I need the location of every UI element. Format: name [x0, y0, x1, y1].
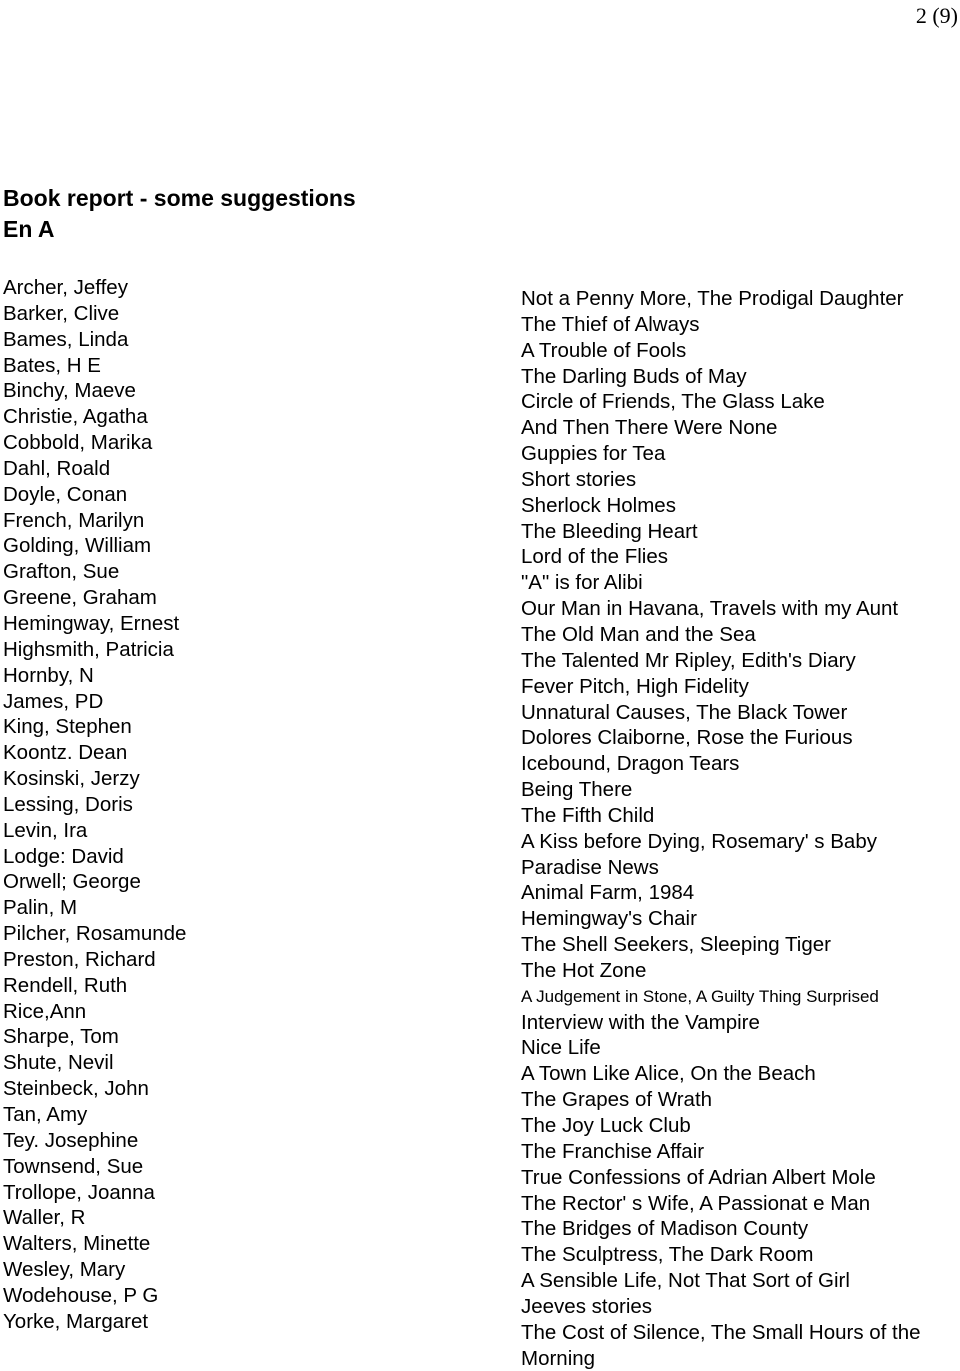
- author-item: Yorke, Margaret: [3, 1309, 149, 1333]
- author-item: Shute, Nevil: [3, 1051, 114, 1075]
- author-item: Grafton, Sue: [3, 560, 120, 584]
- title-item: Interview with the Vampire: [521, 1010, 760, 1034]
- author-item: Golding, William: [3, 534, 152, 558]
- author-item: Bates, H E: [3, 353, 101, 377]
- title-item: Guppies for Tea: [521, 442, 666, 466]
- author-item: Binchy, Maeve: [3, 379, 136, 403]
- title-item: Fever Pitch, High Fidelity: [521, 674, 749, 698]
- title-item: Dolores Claiborne, Rose the Furious: [521, 726, 853, 750]
- document-title: Book report - some suggestions: [3, 185, 356, 211]
- author-item: Greene, Graham: [3, 586, 157, 610]
- author-item: Hemingway, Ernest: [3, 611, 180, 635]
- title-item: A Sensible Life, Not That Sort of Girl: [521, 1269, 850, 1293]
- author-item: Cobbold, Marika: [3, 431, 153, 455]
- author-item: Trollope, Joanna: [3, 1180, 155, 1204]
- title-item: Sherlock Holmes: [521, 493, 676, 517]
- author-item: Rice,Ann: [3, 999, 87, 1023]
- author-item: Pilcher, Rosamunde: [3, 922, 187, 946]
- title-item: The Fifth Child: [521, 803, 655, 827]
- author-item: Walters, Minette: [3, 1232, 151, 1256]
- title-item: Nice Life: [521, 1036, 601, 1060]
- title-item: The Shell Seekers, Sleeping Tiger: [521, 933, 831, 957]
- author-item: Sharpe, Tom: [3, 1025, 119, 1049]
- title-item: The Talented Mr Ripley, Edith's Diary: [521, 648, 856, 672]
- title-item: The Sculptress, The Dark Room: [521, 1243, 814, 1267]
- title-item: Paradise News: [521, 855, 659, 879]
- document-heading: [3, 183, 356, 245]
- document-subtitle: En A: [3, 216, 55, 242]
- author-item: Highsmith, Patricia: [3, 637, 174, 661]
- title-item: Our Man in Havana, Travels with my Aunt: [521, 597, 899, 621]
- author-item: Waller, R: [3, 1206, 86, 1230]
- title-item: Lord of the Flies: [521, 545, 668, 569]
- title-item: True Confessions of Adrian Albert Mole: [521, 1165, 876, 1189]
- title-item: The Cost of Silence, The Small Hours of the Morning: [521, 1320, 921, 1370]
- title-item: Hemingway's Chair: [521, 907, 697, 931]
- title-item: A Kiss before Dying, Rosemary' s Baby: [521, 829, 877, 853]
- title-item: Not a Penny More, The Prodigal Daughter: [521, 287, 904, 310]
- author-item: Orwell; George: [3, 870, 141, 894]
- title-item: Animal Farm, 1984: [521, 881, 695, 905]
- title-item: Short stories: [521, 467, 637, 491]
- title-item: A Town Like Alice, On the Beach: [521, 1062, 816, 1086]
- author-item: Townsend, Sue: [3, 1154, 144, 1178]
- author-item: Wesley, Mary: [3, 1258, 126, 1282]
- title-item: The Rector' s Wife, A Passionat e Man: [521, 1191, 871, 1215]
- author-item: Dahl, Roald: [3, 456, 111, 480]
- author-item: French, Marilyn: [3, 508, 145, 532]
- author-item: Tan, Amy: [3, 1103, 88, 1126]
- author-item: King, Stephen: [3, 715, 132, 739]
- author-list: [3, 275, 186, 1335]
- title-item: The Thief of Always: [521, 312, 700, 336]
- author-item: Bames, Linda: [3, 327, 129, 351]
- author-item: Rendell, Ruth: [3, 973, 128, 997]
- title-item: Circle of Friends, The Glass Lake: [521, 390, 825, 414]
- title-item: The Franchise Affair: [521, 1139, 705, 1163]
- author-item: Preston, Richard: [3, 947, 156, 971]
- title-item: The Bleeding Heart: [521, 519, 698, 543]
- author-item: Christie, Agatha: [3, 405, 148, 429]
- title-item: And Then There Were None: [521, 416, 778, 440]
- author-item: Wodehouse, P G: [3, 1283, 159, 1307]
- title-item: Icebound, Dragon Tears: [521, 752, 740, 776]
- page-number: 2 (9): [915, 3, 958, 28]
- author-item: Palin, M: [3, 896, 78, 920]
- author-item: Lessing, Doris: [3, 792, 133, 816]
- title-item: The Grapes of Wrath: [521, 1088, 713, 1112]
- title-list: [521, 286, 957, 1371]
- title-item: The Bridges of Madison County: [521, 1217, 809, 1241]
- title-item: The Hot Zone: [521, 958, 647, 982]
- author-item: Tey. Josephine: [3, 1128, 139, 1152]
- author-item: James, PD: [3, 689, 104, 713]
- author-item: Barker, Clive: [3, 301, 120, 325]
- title-item: A Trouble of Fools: [521, 338, 687, 362]
- title-item: Jeeves stories: [521, 1294, 653, 1318]
- title-item: Being There: [521, 778, 633, 802]
- title-item: The Darling Buds of May: [521, 364, 747, 388]
- author-item: Archer, Jeffey: [3, 276, 128, 299]
- author-item: Koontz. Dean: [3, 741, 128, 765]
- title-item: The Joy Luck Club: [521, 1114, 691, 1137]
- title-item: Unnatural Causes, The Black Tower: [521, 700, 848, 724]
- author-item: Kosinski, Jerzy: [3, 767, 140, 791]
- title-item: "A" is for Alibi: [521, 571, 643, 595]
- author-item: Hornby, N: [3, 663, 94, 687]
- title-item: A Judgement in Stone, A Guilty Thing Surprised: [521, 986, 879, 1006]
- author-item: Steinbeck, John: [3, 1077, 149, 1101]
- author-item: Levin, Ira: [3, 818, 88, 842]
- author-item: Doyle, Conan: [3, 482, 128, 506]
- author-item: Lodge: David: [3, 844, 124, 868]
- title-item: The Old Man and the Sea: [521, 622, 756, 646]
